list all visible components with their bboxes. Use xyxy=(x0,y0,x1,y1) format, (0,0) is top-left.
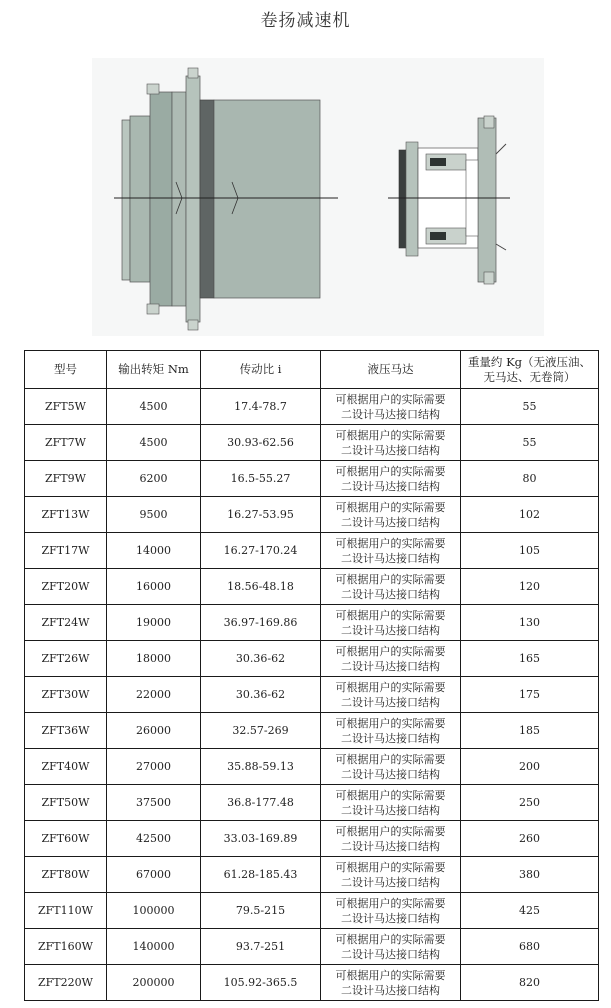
motor-cell xyxy=(321,533,461,569)
model-cell: ZFT220W xyxy=(25,965,107,1001)
header-model: 型号 xyxy=(25,351,107,389)
motor-note-line1: 可根据用户的实际需要 xyxy=(335,572,446,586)
weight-cell: 380 xyxy=(461,857,599,893)
table-row xyxy=(25,713,599,749)
weight-cell: 200 xyxy=(461,749,599,785)
torque-cell: 18000 xyxy=(107,641,201,677)
model-cell: ZFT160W xyxy=(25,929,107,965)
motor-cell xyxy=(321,497,461,533)
torque-cell: 42500 xyxy=(107,821,201,857)
model-cell: ZFT7W xyxy=(25,425,107,461)
weight-cell: 130 xyxy=(461,605,599,641)
motor-note-line2: 二设计马达接口结构 xyxy=(341,551,440,565)
ratio-cell: 16.5-55.27 xyxy=(201,461,321,497)
motor-cell xyxy=(321,749,461,785)
model-cell: ZFT40W xyxy=(25,749,107,785)
model-cell: ZFT17W xyxy=(25,533,107,569)
motor-note-line2: 二设计马达接口结构 xyxy=(341,731,440,745)
motor-note-line1: 可根据用户的实际需要 xyxy=(335,680,446,694)
table-row xyxy=(25,389,599,425)
table-row xyxy=(25,641,599,677)
ratio-cell: 93.7-251 xyxy=(201,929,321,965)
torque-cell: 9500 xyxy=(107,497,201,533)
weight-cell: 185 xyxy=(461,713,599,749)
weight-cell: 120 xyxy=(461,569,599,605)
weight-cell: 260 xyxy=(461,821,599,857)
ratio-cell: 18.56-48.18 xyxy=(201,569,321,605)
weight-cell: 820 xyxy=(461,965,599,1001)
table-row xyxy=(25,605,599,641)
model-cell: ZFT5W xyxy=(25,389,107,425)
motor-note-line2: 二设计马达接口结构 xyxy=(341,515,440,529)
ratio-cell: 16.27-170.24 xyxy=(201,533,321,569)
table-row xyxy=(25,497,599,533)
motor-note-line1: 可根据用户的实际需要 xyxy=(335,644,446,658)
model-cell: ZFT13W xyxy=(25,497,107,533)
motor-note-line2: 二设计马达接口结构 xyxy=(341,767,440,781)
model-cell: ZFT60W xyxy=(25,821,107,857)
motor-note-line2: 二设计马达接口结构 xyxy=(341,947,440,961)
weight-cell: 425 xyxy=(461,893,599,929)
torque-cell: 100000 xyxy=(107,893,201,929)
table-row xyxy=(25,533,599,569)
ratio-cell: 33.03-169.89 xyxy=(201,821,321,857)
table-row xyxy=(25,965,599,1001)
table-row xyxy=(25,461,599,497)
weight-cell: 102 xyxy=(461,497,599,533)
motor-cell xyxy=(321,785,461,821)
motor-note-line1: 可根据用户的实际需要 xyxy=(335,824,446,838)
weight-cell: 80 xyxy=(461,461,599,497)
motor-cell xyxy=(321,389,461,425)
page-title: 卷扬减速机 xyxy=(260,11,351,31)
ratio-cell: 35.88-59.13 xyxy=(201,749,321,785)
model-cell: ZFT9W xyxy=(25,461,107,497)
torque-cell: 4500 xyxy=(107,425,201,461)
table-body xyxy=(25,389,599,1001)
motor-note-line1: 可根据用户的实际需要 xyxy=(335,392,446,406)
header-torque: 输出转矩 Nm xyxy=(107,351,201,389)
motor-cell xyxy=(321,605,461,641)
gear-reducer-drawing xyxy=(92,58,544,336)
motor-cell xyxy=(321,857,461,893)
motor-cell xyxy=(321,641,461,677)
motor-note-line2: 二设计马达接口结构 xyxy=(341,983,440,997)
motor-cell xyxy=(321,821,461,857)
torque-cell: 16000 xyxy=(107,569,201,605)
table-header-row xyxy=(25,351,599,389)
motor-note-line1: 可根据用户的实际需要 xyxy=(335,896,446,910)
motor-note-line2: 二设计马达接口结构 xyxy=(341,803,440,817)
motor-note-line1: 可根据用户的实际需要 xyxy=(335,932,446,946)
model-cell: ZFT50W xyxy=(25,785,107,821)
ratio-cell: 17.4-78.7 xyxy=(201,389,321,425)
torque-cell: 37500 xyxy=(107,785,201,821)
motor-cell xyxy=(321,965,461,1001)
ratio-cell: 105.92-365.5 xyxy=(201,965,321,1001)
header-weight: 重量约 Kg（无液压油、无马达、无卷筒） xyxy=(461,351,599,389)
model-cell: ZFT26W xyxy=(25,641,107,677)
torque-cell: 22000 xyxy=(107,677,201,713)
ratio-cell: 30.36-62 xyxy=(201,677,321,713)
torque-cell: 140000 xyxy=(107,929,201,965)
ratio-cell: 36.8-177.48 xyxy=(201,785,321,821)
weight-cell: 55 xyxy=(461,425,599,461)
motor-cell xyxy=(321,713,461,749)
table-row xyxy=(25,425,599,461)
model-cell: ZFT36W xyxy=(25,713,107,749)
motor-note-line1: 可根据用户的实际需要 xyxy=(335,716,446,730)
ratio-cell: 32.57-269 xyxy=(201,713,321,749)
motor-note-line1: 可根据用户的实际需要 xyxy=(335,464,446,478)
motor-cell xyxy=(321,677,461,713)
torque-cell: 19000 xyxy=(107,605,201,641)
torque-cell: 6200 xyxy=(107,461,201,497)
table-row xyxy=(25,893,599,929)
motor-note-line1: 可根据用户的实际需要 xyxy=(335,428,446,442)
motor-note-line1: 可根据用户的实际需要 xyxy=(335,608,446,622)
motor-note-line2: 二设计马达接口结构 xyxy=(341,407,440,421)
ratio-cell: 36.97-169.86 xyxy=(201,605,321,641)
motor-note-line2: 二设计马达接口结构 xyxy=(341,839,440,853)
ratio-cell: 30.93-62.56 xyxy=(201,425,321,461)
motor-note-line2: 二设计马达接口结构 xyxy=(341,659,440,673)
header-ratio: 传动比 i xyxy=(201,351,321,389)
motor-note-line2: 二设计马达接口结构 xyxy=(341,875,440,889)
motor-cell xyxy=(321,569,461,605)
model-cell: ZFT80W xyxy=(25,857,107,893)
table-row xyxy=(25,821,599,857)
model-cell: ZFT20W xyxy=(25,569,107,605)
motor-note-line1: 可根据用户的实际需要 xyxy=(335,500,446,514)
model-cell: ZFT110W xyxy=(25,893,107,929)
table-row xyxy=(25,569,599,605)
weight-cell: 165 xyxy=(461,641,599,677)
model-cell: ZFT30W xyxy=(25,677,107,713)
ratio-cell: 61.28-185.43 xyxy=(201,857,321,893)
motor-note-line1: 可根据用户的实际需要 xyxy=(335,860,446,874)
motor-note-line1: 可根据用户的实际需要 xyxy=(335,536,446,550)
header-motor: 液压马达 xyxy=(321,351,461,389)
motor-note-line2: 二设计马达接口结构 xyxy=(341,911,440,925)
ratio-cell: 16.27-53.95 xyxy=(201,497,321,533)
motor-note-line2: 二设计马达接口结构 xyxy=(341,623,440,637)
motor-cell xyxy=(321,461,461,497)
motor-cell xyxy=(321,929,461,965)
torque-cell: 14000 xyxy=(107,533,201,569)
motor-note-line2: 二设计马达接口结构 xyxy=(341,443,440,457)
motor-note-line1: 可根据用户的实际需要 xyxy=(335,788,446,802)
weight-cell: 105 xyxy=(461,533,599,569)
torque-cell: 4500 xyxy=(107,389,201,425)
motor-cell xyxy=(321,425,461,461)
weight-cell: 680 xyxy=(461,929,599,965)
torque-cell: 67000 xyxy=(107,857,201,893)
motor-cell xyxy=(321,893,461,929)
motor-note-line1: 可根据用户的实际需要 xyxy=(335,752,446,766)
weight-cell: 55 xyxy=(461,389,599,425)
motor-note-line2: 二设计马达接口结构 xyxy=(341,479,440,493)
ratio-cell: 30.36-62 xyxy=(201,641,321,677)
table-row xyxy=(25,785,599,821)
motor-note-line2: 二设计马达接口结构 xyxy=(341,695,440,709)
motor-note-line1: 可根据用户的实际需要 xyxy=(335,968,446,982)
table-row xyxy=(25,749,599,785)
torque-cell: 27000 xyxy=(107,749,201,785)
table-row xyxy=(25,857,599,893)
weight-cell: 250 xyxy=(461,785,599,821)
table-row xyxy=(25,929,599,965)
table-row xyxy=(25,677,599,713)
torque-cell: 200000 xyxy=(107,965,201,1001)
motor-note-line2: 二设计马达接口结构 xyxy=(341,587,440,601)
torque-cell: 26000 xyxy=(107,713,201,749)
spec-table xyxy=(24,350,599,1001)
weight-cell: 175 xyxy=(461,677,599,713)
ratio-cell: 79.5-215 xyxy=(201,893,321,929)
model-cell: ZFT24W xyxy=(25,605,107,641)
